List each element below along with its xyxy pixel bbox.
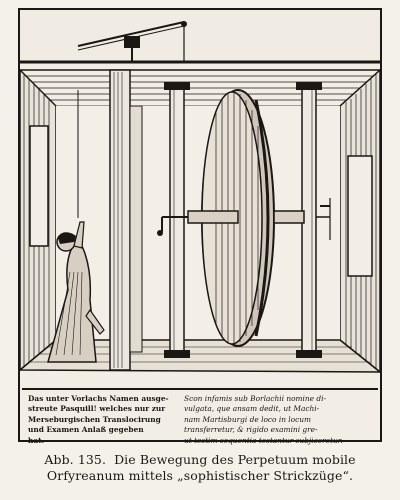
inscription-block	[22, 388, 378, 445]
german-line: und Examen Anlaß gegeben	[28, 425, 144, 435]
figure-caption	[18, 452, 382, 484]
latin-inscription	[184, 394, 376, 446]
german-line: Das unter Vorlachs Namen ausge-	[28, 394, 169, 403]
left-pillar	[110, 70, 142, 370]
engraving-illustration	[20, 10, 380, 388]
ceiling-hatching	[20, 76, 380, 106]
german-line: hat.	[28, 435, 45, 445]
right-wall	[340, 70, 380, 372]
german-line: Merseburgischen Translocirung	[28, 414, 161, 424]
latin-line: transferretur, & rigido examini gre-	[184, 425, 318, 435]
left-window	[30, 126, 48, 246]
latin-line: nam Martisburgi de loco in locum	[184, 414, 312, 424]
german-line: streute Pasquill! welches nur zur	[28, 404, 166, 414]
latin-line: vulgata, que ansam dedit, ut Machi-	[184, 404, 320, 414]
caption-text: Die Bewegung des Perpetuum mobile Orfyreanum mittels „sophistischer Strickzüge“.	[46, 452, 356, 483]
latin-line: ut testim sequentia testantur subjiceretur.	[184, 435, 343, 445]
german-inscription	[28, 394, 178, 446]
right-window	[348, 156, 372, 276]
attic-space	[20, 10, 380, 62]
latin-line: Scon infamis sub Borlachii nomine di-	[184, 394, 326, 403]
left-wall	[20, 70, 56, 370]
figure-number: Abb. 135.	[44, 452, 107, 467]
